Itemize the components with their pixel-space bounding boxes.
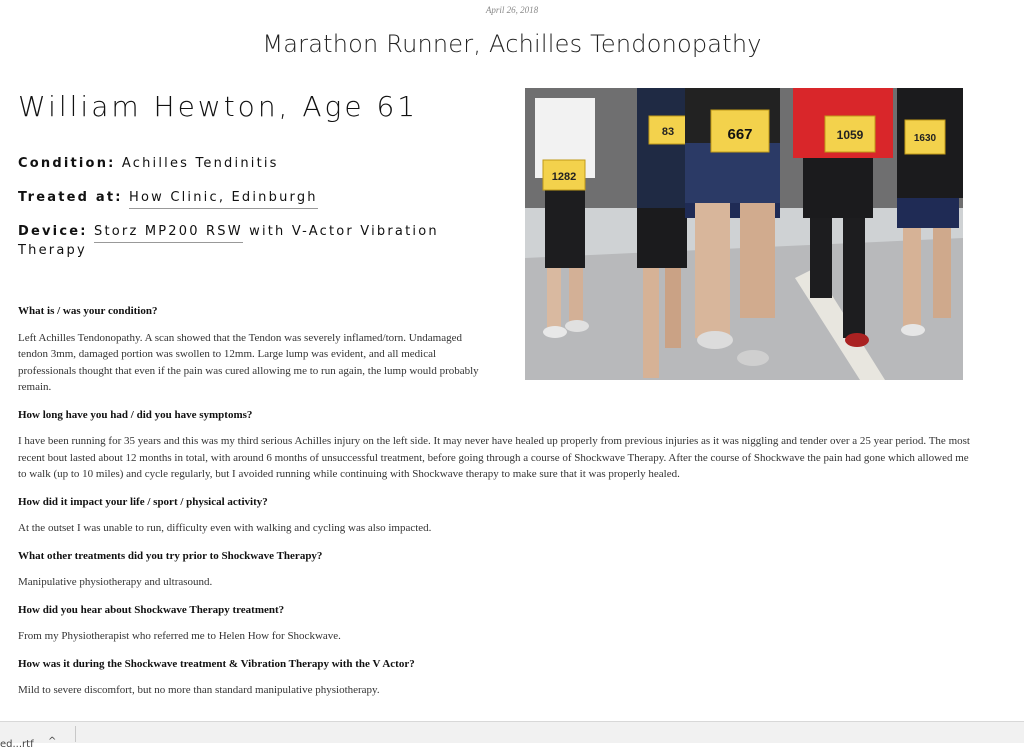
answer: At the outset I was unable to run, difficulty even with walking and cycling was also impacted. [18,522,432,534]
question: What is / was your condition? [18,305,158,317]
answer: Manipulative physiotherapy and ultrasound. [18,576,213,588]
device-label: Device: [18,224,88,239]
qa-block [18,548,973,591]
condition-line [18,154,493,173]
answer: From my Physiotherapist who referred me to Helen How for Shockwave. [18,630,341,642]
qa-block [18,602,973,645]
question: How long have you had / did you have symptoms? [18,408,253,421]
treated-line [18,188,493,207]
bib-1282: 1282 [551,171,577,183]
device-description: with V-Actor Vibration Therapy [18,224,439,258]
condition-value: Achilles Tendinitis [121,156,279,171]
question: How was it during the Shockwave treatment & Vibration Therapy with the V Actor? [18,657,415,670]
patient-name: William Hewton, Age 61 [18,90,419,123]
qa-block [18,494,973,537]
device-line [18,222,493,260]
question: How did it impact your life / sport / physical activity? [18,495,268,508]
bib-83: 83 [661,126,675,138]
qa-block [18,303,488,396]
answer: I have been running for 35 years and this was my third serious Achilles injury on the left side. It may never have healed up properly from previous injuries as it was niggling and tender over a 25 year period. The most recent bout lasted about 12 months in total, with around 6 months of unsuccessful treatment, before going through a course of Shockwave Therapy. After the course of Shockwave the pain had gone which allowed me to walk (up to 10 miles) and cycle regularly, but I avoided running while continuing with Shockwave therapy to make sure that it was properly healed. [18,435,970,480]
testimonial-content [18,303,973,710]
download-bar [0,721,1024,750]
clinic-link[interactable]: How Clinic, Edinburgh [129,190,318,209]
qa-block [18,656,973,699]
treated-label: Treated at: [18,190,123,205]
download-file-label[interactable]: ed...rtf [0,739,34,750]
bib-1630: 1630 [913,133,937,144]
question: How did you hear about Shockwave Therapy treatment? [18,603,285,616]
post-date: April 26, 2018 [485,5,539,15]
answer: Mild to severe discomfort, but no more than standard manipulative physiotherapy. [18,684,380,696]
bib-1059: 1059 [836,128,864,142]
download-bar-divider [75,726,76,742]
condition-label: Condition: [18,156,116,171]
bib-667: 667 [727,126,753,143]
page-title: Marathon Runner, Achilles Tendonopathy [262,30,762,58]
chevron-up-icon[interactable]: ^ [48,736,57,747]
answer: Left Achilles Tendonopathy. A scan showed that the Tendon was severely inflamed/torn. Undamaged tendon 3mm, damaged portion was swollen to 12mm. Large lump was evident, and all medical professionals thought that even if the pain was cured allowing me to run again, the lump would probably remain. [18,331,479,393]
question: What other treatments did you try prior to Shockwave Therapy? [18,549,323,562]
device-link[interactable]: Storz MP200 RSW [94,224,243,243]
qa-block [18,407,973,483]
